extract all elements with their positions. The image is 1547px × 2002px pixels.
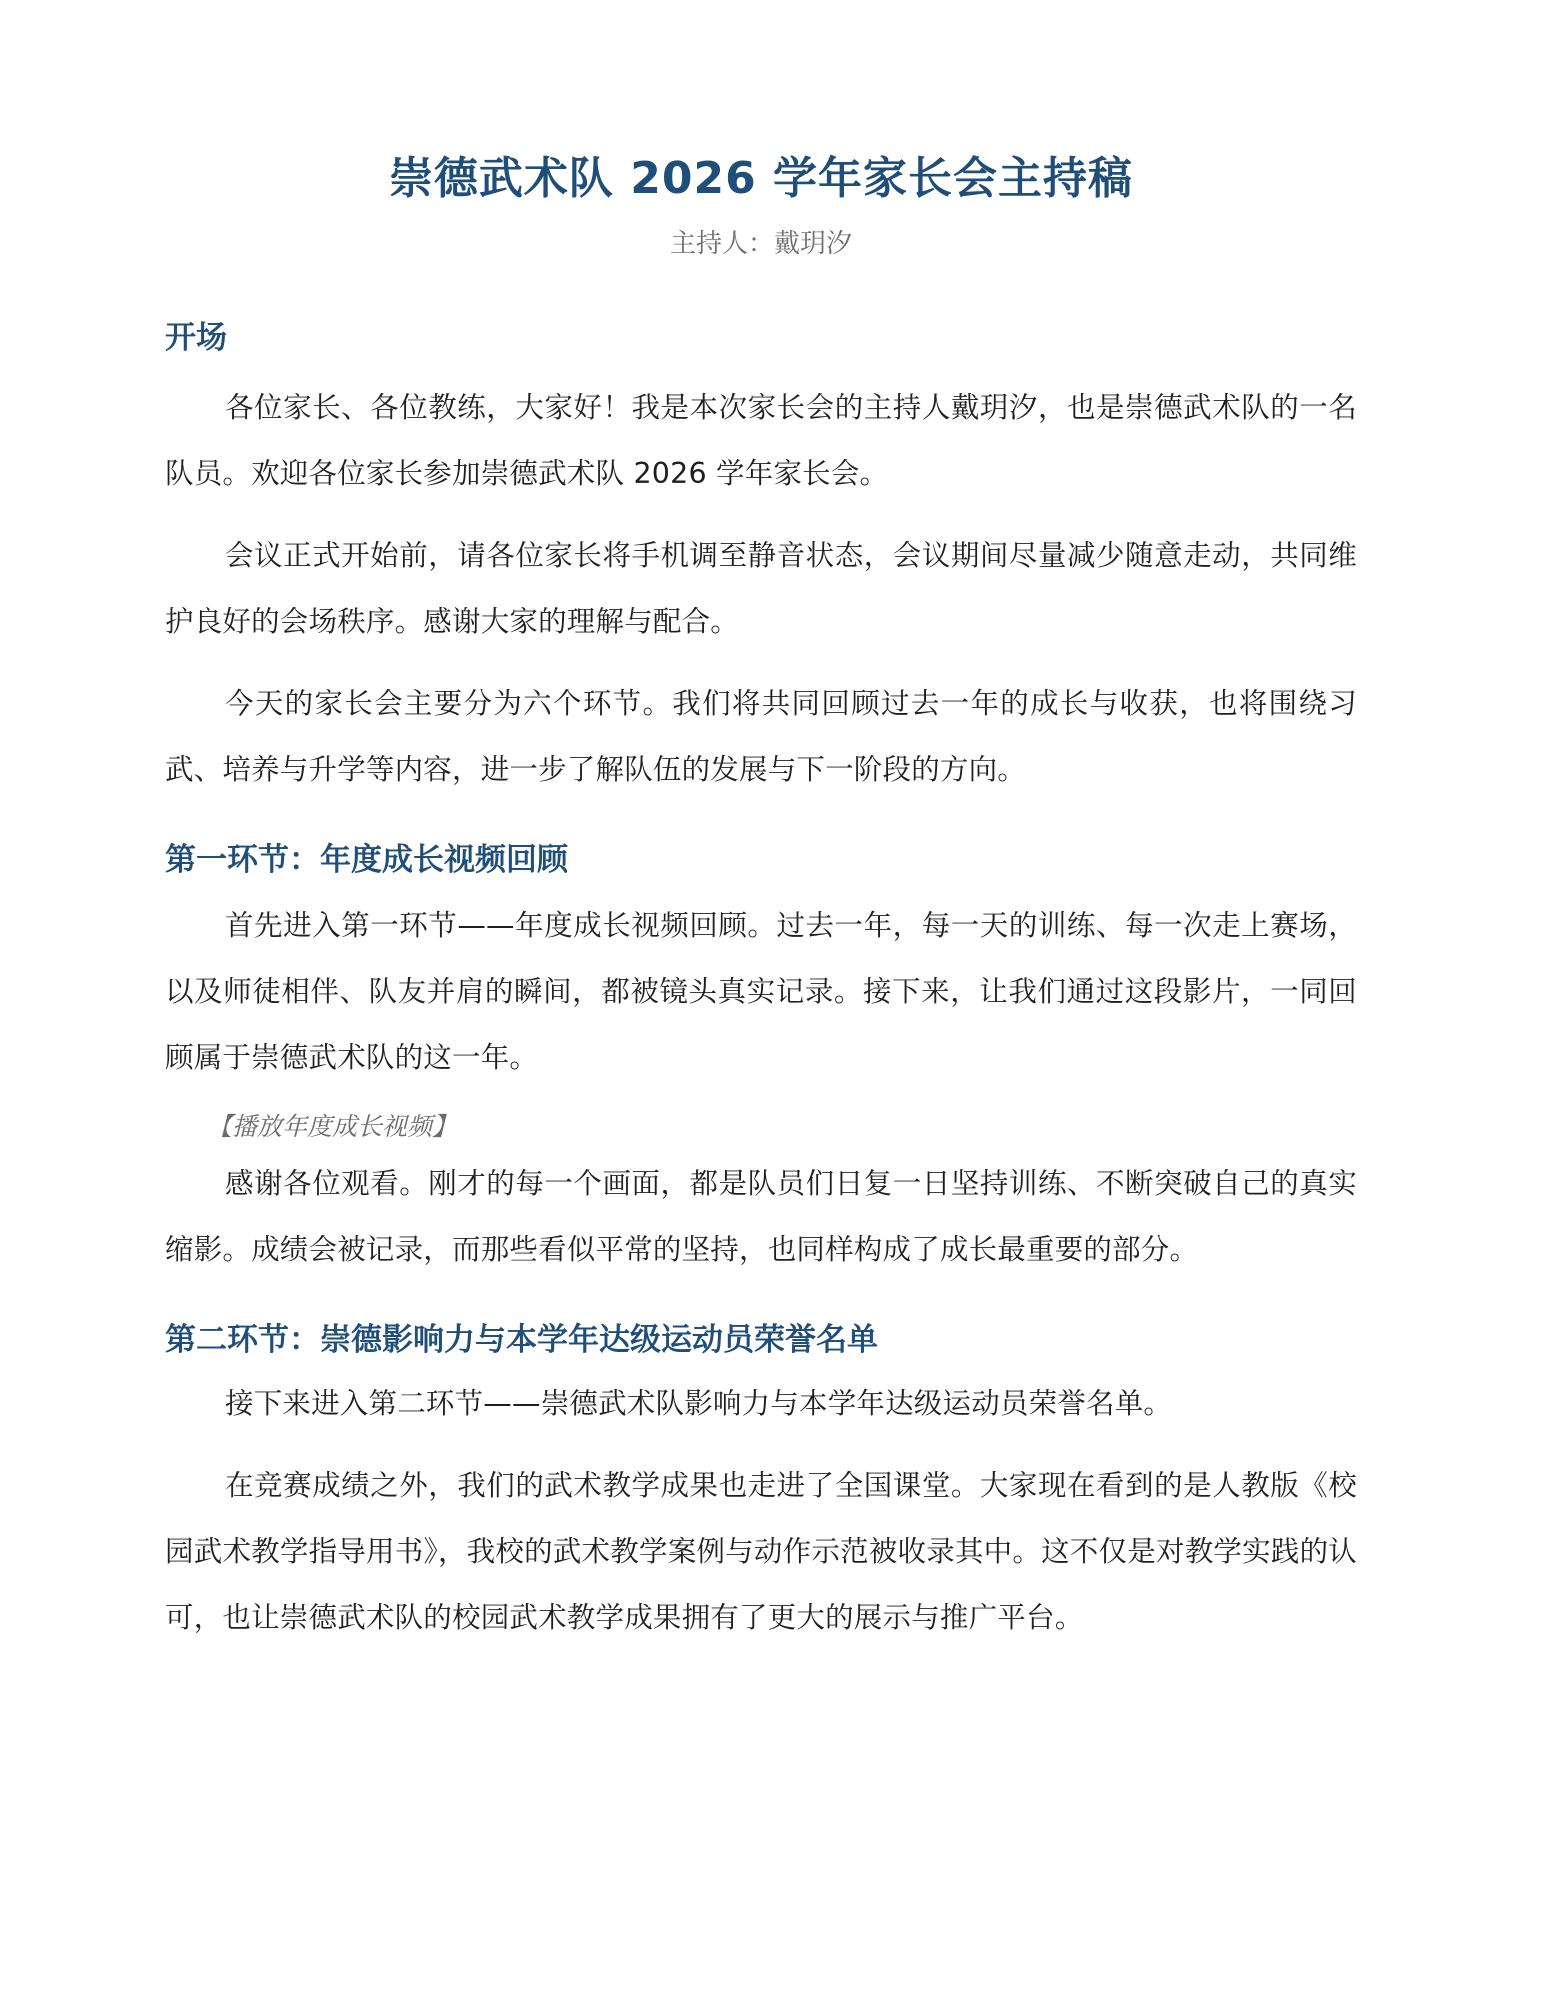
paragraph: 今天的家长会主要分为六个环节。我们将共同回顾过去一年的成长与收获，也将围绕习武、培养与升学等内容，进一步了解队伍的发展与下一阶段的方向。: [165, 687, 1357, 786]
host-line: 主持人：戴玥汐: [669, 229, 852, 259]
section-heading-part-2: 第二环节：崇德影响力与本学年达级运动员荣誉名单: [165, 1322, 878, 1358]
stage-direction-note: 【播放年度成长视频】: [207, 1112, 458, 1141]
paragraph: 各位家长、各位教练，大家好！我是本次家长会的主持人戴玥汐，也是崇德武术队的一名队员。欢迎各位家长参加崇德武术队 2026 学年家长会。: [165, 391, 1357, 490]
paragraph: 首先进入第一环节——年度成长视频回顾。过去一年，每一天的训练、每一次走上赛场，以及师徒相伴、队友并肩的瞬间，都被镜头真实记录。接下来，让我们通过这段影片，一同回顾属于崇德武术队的这一年。: [165, 909, 1357, 1074]
paragraph: 在竞赛成绩之外，我们的武术教学成果也走进了全国课堂。大家现在看到的是人教版《校园武术教学指导用书》，我校的武术教学案例与动作示范被收录其中。这不仅是对教学实践的认可，也让崇德武术队的校园武术教学成果拥有了更大的展示与推广平台。: [165, 1469, 1357, 1634]
paragraph: 接下来进入第二环节——崇德武术队影响力与本学年达级运动员荣誉名单。: [225, 1387, 1173, 1420]
document-title: 崇德武术队 2026 学年家长会主持稿: [388, 153, 1134, 204]
section-heading-opening: 开场: [165, 320, 227, 356]
section-heading-part-1: 第一环节：年度成长视频回顾: [165, 842, 568, 878]
paragraph: 感谢各位观看。刚才的每一个画面，都是队员们日复一日坚持训练、不断突破自己的真实缩影。成绩会被记录，而那些看似平常的坚持，也同样构成了成长最重要的部分。: [165, 1167, 1357, 1266]
paragraph: 会议正式开始前，请各位家长将手机调至静音状态，会议期间尽量减少随意走动，共同维护良好的会场秩序。感谢大家的理解与配合。: [165, 539, 1357, 638]
